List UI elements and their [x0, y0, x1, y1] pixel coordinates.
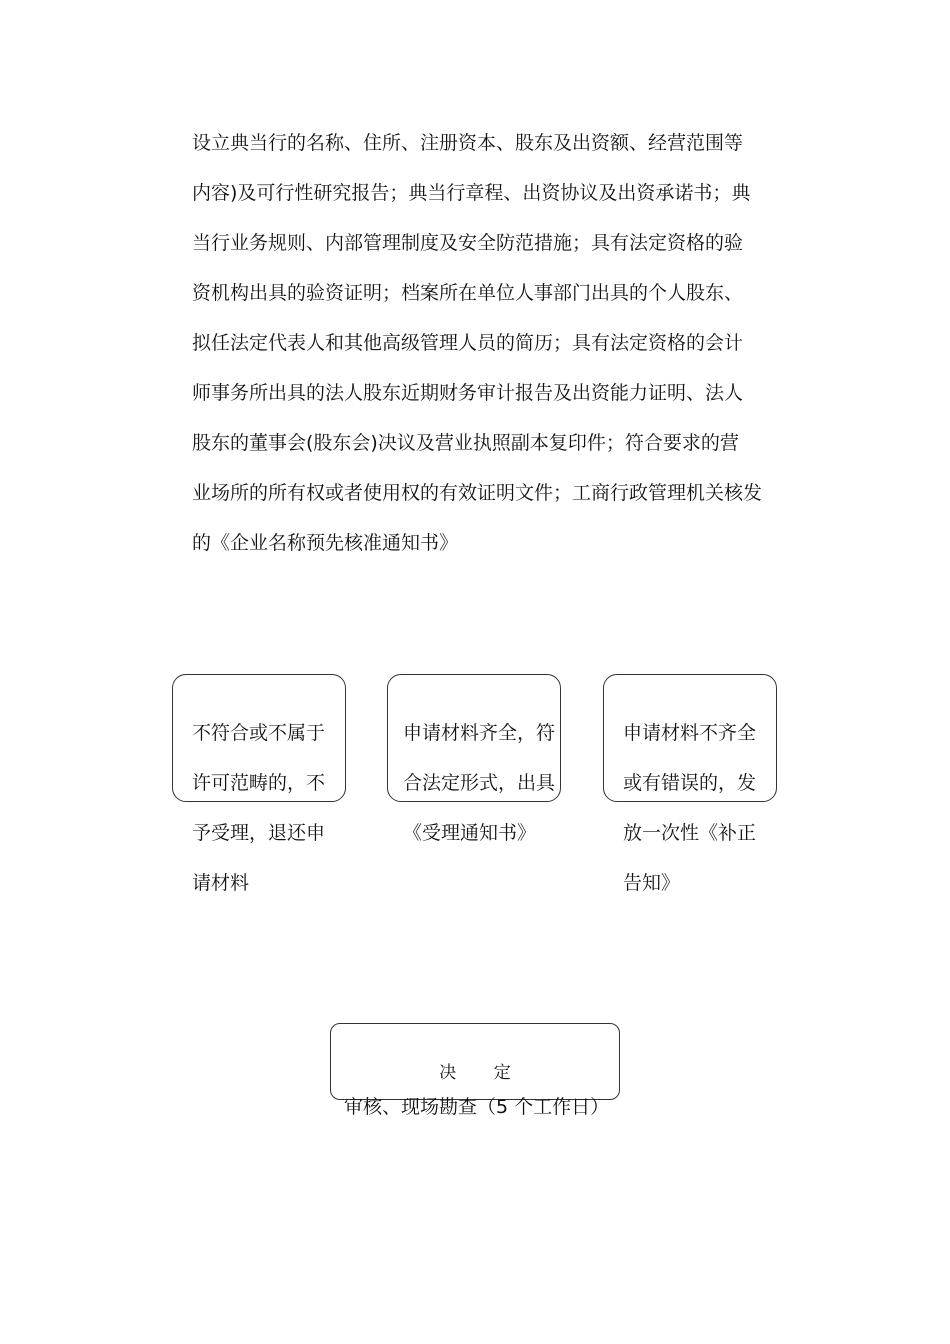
reject-text [192, 708, 325, 908]
reject-line: 请材料 [192, 872, 250, 894]
paragraph-line: 当行业务规则、内部管理制度及安全防范措施；具有法定资格的验 [192, 232, 744, 254]
incomplete-line: 放一次性《补正 [623, 822, 757, 844]
paragraph-line: 内容)及可行性研究报告；典当行章程、出资协议及出资承诺书；典 [192, 182, 751, 204]
incomplete-text [623, 708, 756, 908]
reject-line: 许可范畴的，不 [192, 772, 326, 794]
reject-line: 予受理，退还申 [192, 822, 326, 844]
paragraph-line: 资机构出具的验资证明；档案所在单位人事部门出具的个人股东、 [192, 282, 744, 304]
incomplete-line: 或有错误的，发 [623, 772, 757, 794]
incomplete-line: 申请材料不齐全 [623, 722, 757, 744]
accept-line: 《受理通知书》 [403, 822, 537, 844]
decision-label [330, 1058, 620, 1083]
requirements-paragraph [192, 118, 782, 568]
reject-line: 不符合或不属于 [192, 722, 326, 744]
incomplete-line: 告知》 [623, 872, 681, 894]
paragraph-line: 业场所的所有权或者使用权的有效证明文件；工商行政管理机关核发 [192, 482, 763, 504]
decision-char: 定 [493, 1063, 511, 1083]
accept-line: 合法定形式，出具 [403, 772, 556, 794]
paragraph-line: 设立典当行的名称、住所、注册资本、股东及出资额、经营范围等 [192, 132, 744, 154]
accept-line: 申请材料齐全，符 [403, 722, 556, 744]
paragraph-line: 的《企业名称预先核准通知书》 [192, 532, 459, 554]
paragraph-line: 拟任法定代表人和其他高级管理人员的简历；具有法定资格的会计 [192, 332, 744, 354]
paragraph-line: 师事务所出具的法人股东近期财务审计报告及出资能力证明、法人 [192, 382, 744, 404]
decision-char: 决 [439, 1063, 457, 1083]
review-text: 审核、现场勘查（5 个工作日） [344, 1096, 610, 1118]
paragraph-line: 股东的董事会(股东会)决议及营业执照副本复印件；符合要求的营 [192, 432, 739, 454]
accept-text [403, 708, 555, 858]
